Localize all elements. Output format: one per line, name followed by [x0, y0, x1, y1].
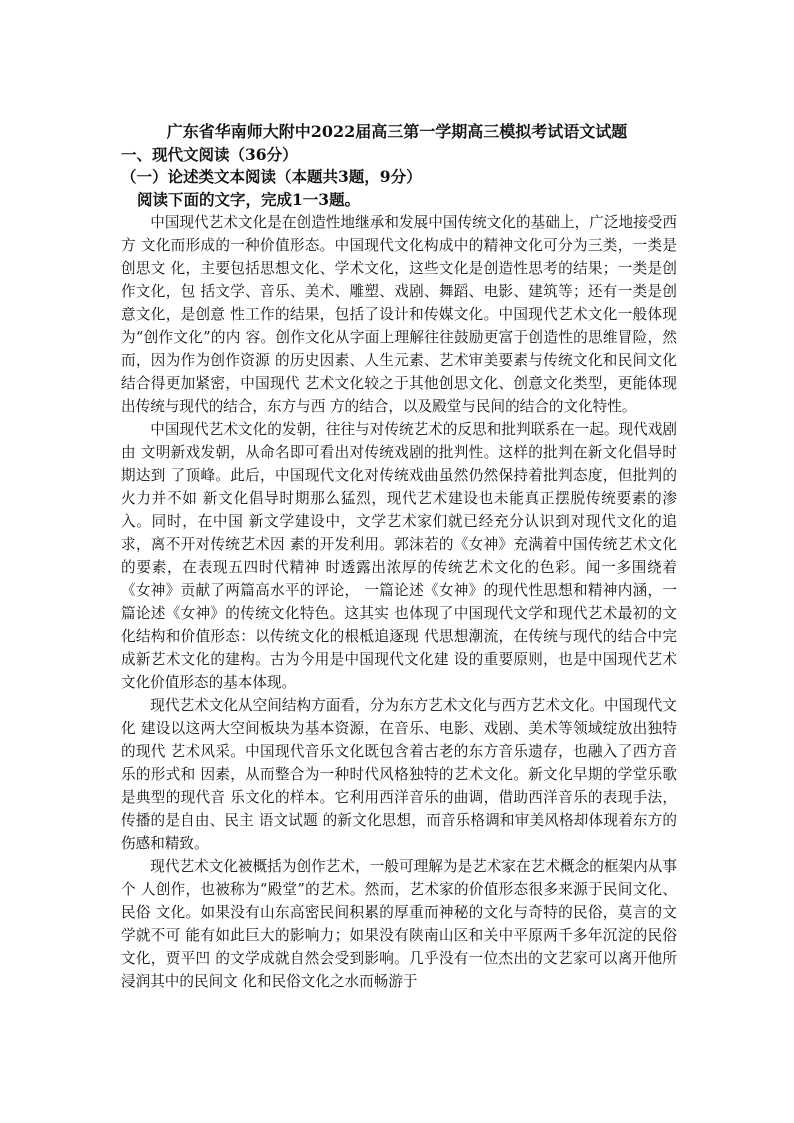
paragraph-3: 现代艺术文化从空间结构方面看，分为东方艺术文化与西方艺术文化。中国现代文化 建设以这两大空间板块为基本资源，在音乐、电影、戏剧、美术等领域绽放出独特的现代 艺术风采。中国现代音乐文化既包含着古老的东方音乐遗存，也融入了西方音乐的形式和 因素，从而整合为一种时代风格独特的艺术文化。新文化早期的学堂乐歌是典型的现代音 乐文化的样本。它利用西洋音乐的曲调，借助西洋音乐的表现手法，传播的是自由、民主 语文试题 的新文化思想，而音乐格调和审美风格却体现着东方的伤感和精致。	[121, 697, 677, 852]
passage-body	[121, 211, 677, 993]
reading-instruction: 阅读下面的文字，完成1一3题。	[137, 190, 361, 209]
section-heading: 一、现代文阅读（36分）	[121, 145, 298, 164]
paragraph-2: 中国现代艺术文化的发朝，往往与对传统艺术的反思和批判联系在一起。现代戏剧由 文明新戏发朝，从命名即可看出对传统戏剧的批判性。这样的批判在新文化倡导时期达到 了顶峰。此后，中国现代文化对传统戏曲虽然仍然保持着批判态度，但批判的火力并不如 新文化倡导时期那么猛烈，现代艺术建设也未能真正摆脱传统要素的渗入。同时，在中国 新文学建设中，文学艺术家们就已经充分认识到对现代文化的追求，离不开对传统艺术因 素的开发利用。郭沫若的《女神》充满着中国传统艺术文化的要素，在表现五四时代精神 时透露出浓厚的传统艺术文化的色彩。闻一多围绕着《女神》贡献了两篇高水平的评论， 一篇论述《女神》的现代性思想和精神内涵，一篇论述《女神》的传统文化特色。这其实 也体现了中国现代文学和现代艺术最初的文化结构和价值形态：以传统文化的根柢追逐现 代思想潮流，在传统与现代的结合中完成新艺术文化的建构。古为今用是中国现代文化建 设的重要原则，也是中国现代艺术文化价值形态的基本体现。	[121, 421, 677, 691]
paragraph-1: 中国现代艺术文化是在创造性地继承和发展中国传统文化的基础上，广泛地接受西方 文化而形成的一种价值形态。中国现代文化构成中的精神文化可分为三类，一类是创思文 化，主要包括思想文化、学术文化，这些文化是创造性思考的结果；一类是创作文化，包 括文学、音乐、美术、雕塑、戏剧、舞蹈、电影、建筑等；还有一类是创意文化，是创意 性工作的结果，包括了设计和传媒文化。中国现代艺术文化一般体现为“创作文化”的内 容。创作文化从字面上理解往往鼓励更富于创造性的思维冒险，然而，因为作为创作资源 的历史因素、人生元素、艺术审美要素与传统文化和民间文化结合得更加紧密，中国现代 艺术文化较之于其他创思文化、创意文化类型，更能体现出传统与现代的结合，东方与西 方的结合，以及殿堂与民间的结合的文化特性。	[121, 214, 677, 415]
paragraph-4: 现代艺术文化被概括为创作艺术，一般可理解为是艺术家在艺术概念的框架内从事个 人创作，也被称为“殿堂”的艺术。然而，艺术家的价值形态很多来源于民间文化、民俗 文化。如果没有山东高密民间积累的厚重而神秘的文化与奇特的民俗，莫言的文学就不可 能有如此巨大的影响力；如果没有陕南山区和关中平原两千多年沉淀的民俗文化，贾平凹 的文学成就自然会受到影响。几乎没有一位杰出的文艺家可以离开他所浸润其中的民间文 化和民俗文化之水而畅游于	[121, 858, 677, 990]
document-title: 广东省华南师大附中2022届高三第一学期高三模拟考试语文试题	[166, 122, 628, 141]
subsection-heading: （一）论述类文本阅读（本题共3题，9分）	[121, 167, 422, 186]
